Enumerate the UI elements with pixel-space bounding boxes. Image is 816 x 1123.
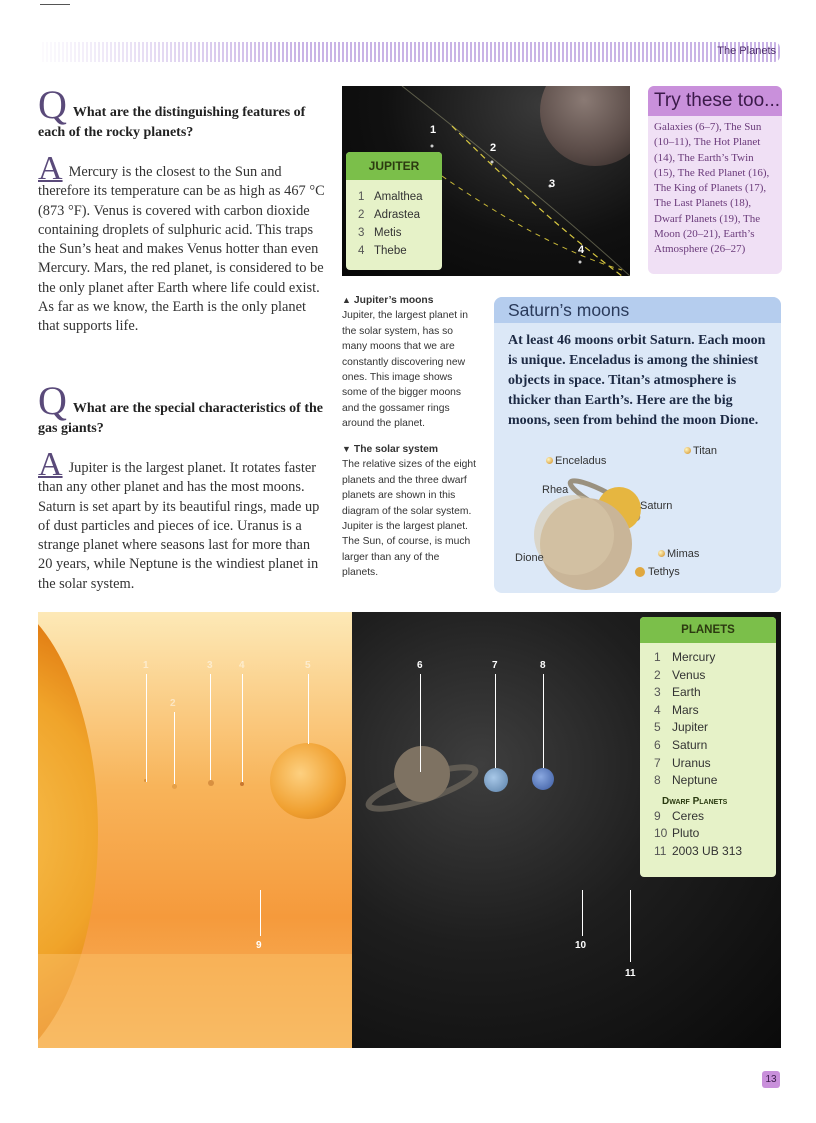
caption-jupiter-moons — [342, 293, 476, 432]
jupiter-planet-large — [270, 743, 346, 819]
uranus-planet — [484, 768, 508, 792]
legend-item: 10 Pluto — [654, 826, 700, 841]
caption-solar-system — [342, 442, 476, 581]
section-header-band — [40, 42, 780, 62]
legend-item: 1 Mercury — [654, 650, 716, 664]
legend-item: 1 Amalthea — [358, 191, 423, 203]
label-titan: Titan — [684, 445, 717, 457]
jupiter-moons-image — [342, 86, 630, 276]
planets-legend — [640, 617, 776, 877]
legend-item: 2 Venus — [654, 667, 706, 682]
legend-item: 3 Earth — [654, 685, 701, 700]
label-dione: Dione — [515, 552, 544, 564]
label-tethys: Tethys — [648, 566, 680, 578]
q-glyph: Q — [38, 378, 67, 423]
legend-item: 9 Ceres — [654, 808, 705, 823]
caption-title: ▲ Jupiter’s moons — [342, 295, 434, 306]
label-rhea: Rhea — [542, 484, 569, 496]
legend-item: 6 Saturn — [654, 737, 708, 752]
legend-item: 7 Uranus — [654, 755, 711, 770]
a-glyph: A — [38, 446, 63, 483]
planet-number: 10 — [575, 940, 587, 951]
jupiter-legend-title: JUPITER — [346, 152, 442, 180]
planet-number: 6 — [417, 660, 423, 671]
answer-gas-giants: A Jupiter is the largest planet. It rotates faster than any other planet and has the most moons. Saturn is set apart by its beautiful rings, made up of dust particles and pieces of ice. Uranus is a strange planet where seasons last for more than 20 years, while Neptune is the windiest planet in the solar system. — [38, 446, 320, 592]
legend-item: 3 Metis — [358, 227, 402, 239]
try-these-text: Galaxies (6–7), The Sun (10–11), The Hot Planet (14), The Earth’s Twin (15), The Red Planet (16), The King of Planets (17), The Last Planets (18), Dwarf Planets (19), The Moon (20–21), Earth’s Atmosphere (26–27) — [654, 121, 770, 256]
leader-line — [210, 674, 211, 780]
moon-number: 2 — [490, 142, 497, 154]
dwarf-band — [38, 954, 352, 1048]
planet-number: 4 — [239, 660, 245, 671]
label-saturn: Saturn — [640, 500, 673, 512]
qa-gas-giants — [38, 378, 328, 594]
answer-rocky: A Mercury is the closest to the Sun and therefore its temperature can be as high as 467 °C (873 °F). Venus is covered with carbon dioxide containing droplets of sulphuric acid. This traps the Sun’s heat and makes Venus hotter than even Mercury. Mars, the red planet, is considered to be the only planet after Earth where life could exist. As far as we know, the Earth is the only planet that supports life. — [38, 150, 325, 335]
moon-dot-icon — [658, 550, 665, 557]
question-gas-giants: Q What are the special characteristics of the gas giants? — [38, 378, 324, 436]
section-label: The Planets — [717, 45, 776, 57]
planets-legend-title: PLANETS — [640, 617, 776, 643]
saturn-moons-intro: At least 46 moons orbit Saturn. Each moon is unique. Enceladus is among the shiniest objects in space. Titan’s atmosphere is thicker than Earth’s. Here are the big moons, seen from behind the moon Dione. — [508, 333, 766, 428]
top-rule — [40, 4, 70, 5]
legend-item: 5 Jupiter — [654, 720, 709, 735]
label-mimas: Mimas — [658, 548, 699, 560]
earth-planet — [208, 780, 214, 786]
page-number: 13 — [762, 1071, 780, 1088]
leader-line — [308, 674, 309, 744]
saturn-moons-title: Saturn’s moons — [494, 297, 781, 323]
planet-number: 8 — [540, 660, 546, 671]
question-rocky: Q What are the distinguishing features of each of the rocky planets? — [38, 82, 306, 140]
leader-line — [242, 674, 243, 782]
planet-number: 11 — [625, 968, 636, 979]
jupiter-legend — [346, 152, 442, 270]
moon-dot-icon — [546, 457, 553, 464]
moon-number: 3 — [549, 178, 556, 190]
saturn-moons-diagram — [494, 297, 781, 593]
caption-body: The relative sizes of the eight planets and the three dwarf planets are shown in this diagram of the solar system. Jupiter is the largest planet. The Sun, of course, is much larger than any of the planets. — [342, 459, 476, 579]
qa-rocky-planets — [38, 82, 328, 337]
leader-line — [630, 890, 631, 962]
moon-number: 1 — [430, 124, 437, 136]
caption-title: ▼ The solar system — [342, 444, 439, 455]
label-enceladus: Enceladus — [546, 455, 606, 467]
triangle-up-icon: ▲ — [342, 295, 351, 305]
planet-number: 5 — [305, 660, 311, 671]
leader-line — [174, 712, 175, 784]
moon-dot — [431, 145, 434, 148]
venus-planet — [172, 784, 177, 789]
leader-line — [420, 674, 421, 772]
planet-number: 9 — [256, 940, 262, 951]
try-these-too-box — [648, 86, 782, 274]
mars-planet — [240, 782, 244, 786]
q-glyph: Q — [38, 82, 67, 127]
planet-number: 2 — [170, 698, 176, 709]
triangle-down-icon: ▼ — [342, 444, 351, 454]
legend-item: 4 Thebe — [358, 245, 407, 257]
try-these-title: Try these too... — [648, 86, 782, 116]
moon-dot — [491, 161, 494, 164]
legend-item: 2 Adrastea — [358, 209, 421, 221]
moon-dot — [579, 261, 582, 264]
legend-item: 4 Mars — [654, 702, 699, 717]
planet-number: 7 — [492, 660, 498, 671]
planet-number: 3 — [207, 660, 213, 671]
dione-highlight — [534, 495, 614, 575]
tethys-body — [635, 567, 645, 577]
caption-body: Jupiter, the largest planet in the solar system, has so many moons that we are constantly discovering new ones. This image shows some of the bigger moons and the gossamer rings around the planet. — [342, 310, 468, 430]
neptune-planet — [532, 768, 554, 790]
header-fade — [40, 42, 300, 62]
legend-item: 8 Neptune — [654, 773, 718, 788]
legend-item: 11 2003 UB 313 — [654, 843, 743, 858]
leader-line — [543, 674, 544, 768]
saturn-moons-box — [494, 297, 781, 593]
a-glyph: A — [38, 150, 63, 187]
dwarf-planets-title: Dwarf Planets — [662, 795, 728, 807]
moon-number: 4 — [578, 244, 585, 256]
leader-line — [260, 890, 261, 936]
moon-dot-icon — [684, 447, 691, 454]
planet-number: 1 — [143, 660, 149, 671]
leader-line — [582, 890, 583, 936]
leader-line — [495, 674, 496, 768]
leader-line — [146, 674, 147, 782]
